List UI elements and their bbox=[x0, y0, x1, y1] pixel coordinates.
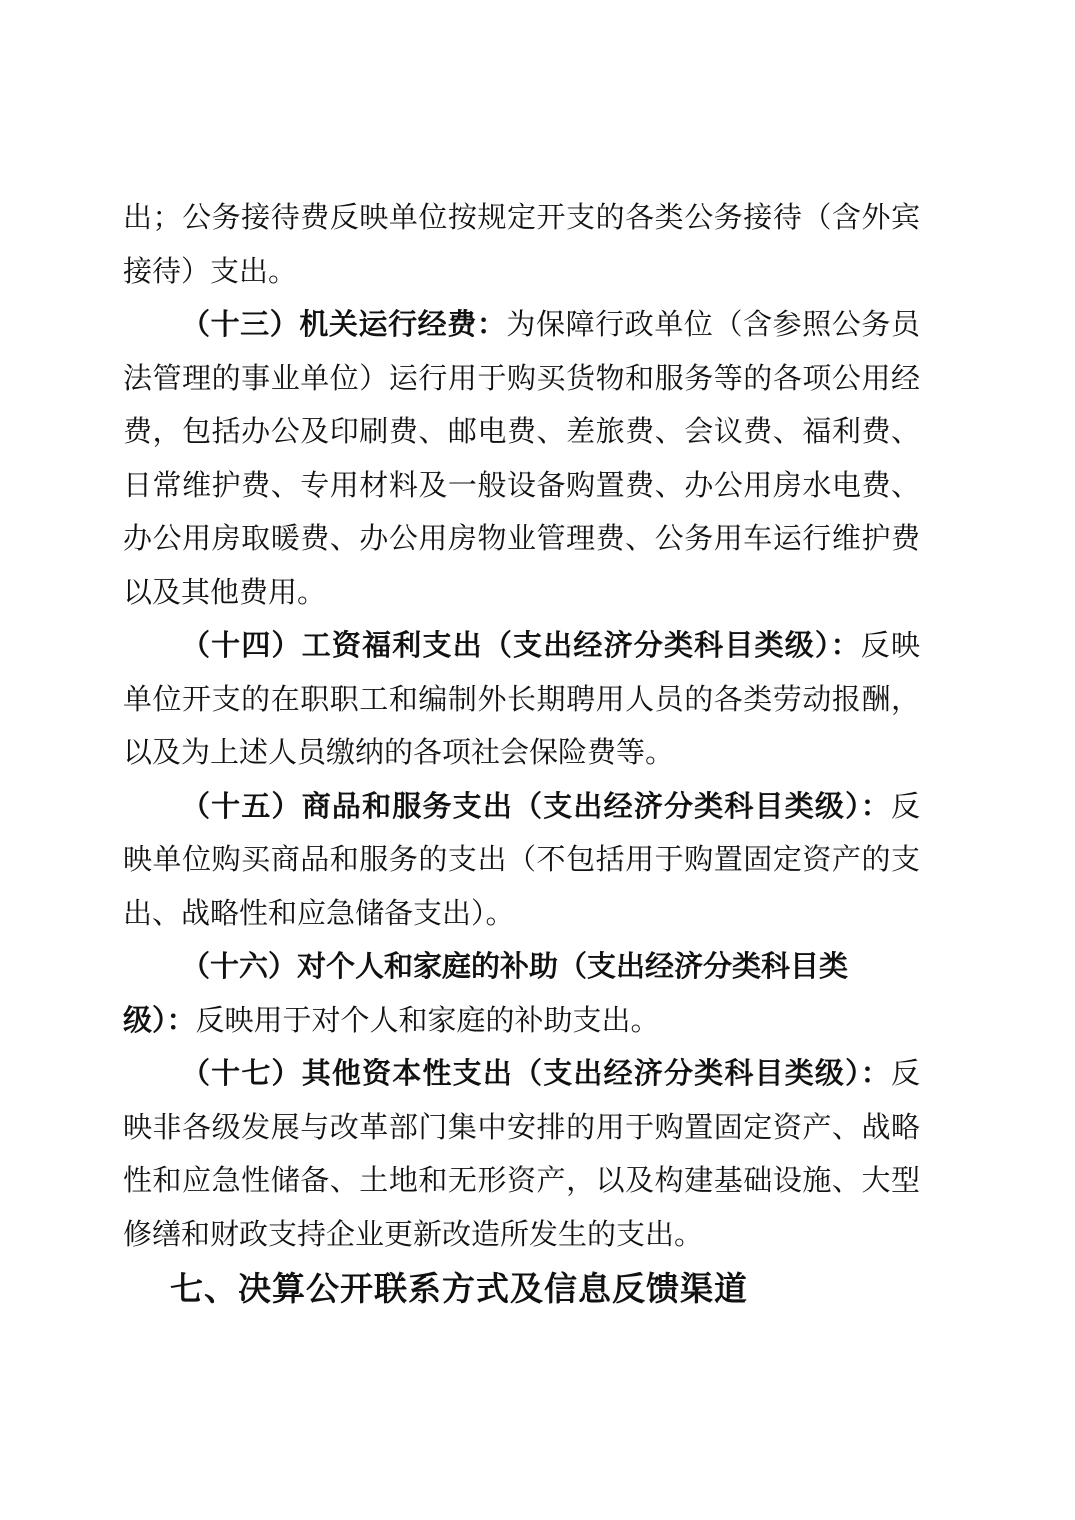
body-line bbox=[123, 674, 920, 728]
line-text: 以及为上述人员缴纳的各项社会保险费等。 bbox=[123, 737, 675, 769]
line-text: 法管理的事业单位）运行用于购买货物和服务等的各项公用经 bbox=[123, 362, 920, 395]
term-bold-text: （十七）其他资本性支出（支出经济分类科目类级）： bbox=[181, 1058, 891, 1090]
section-heading: 七、决算公开联系方式及信息反馈渠道 bbox=[170, 1270, 748, 1307]
line-text: 为保障行政单位（含参照公务员 bbox=[506, 309, 920, 341]
body-line bbox=[123, 246, 920, 300]
line-text: 办公用房取暖费、办公用房物业管理费、公务用车运行维护费 bbox=[123, 523, 920, 555]
body-line bbox=[123, 567, 920, 621]
line-text: 以及其他费用。 bbox=[123, 576, 327, 609]
line-text: 反 bbox=[890, 1058, 920, 1090]
paragraph-start-line bbox=[123, 781, 920, 835]
body-line bbox=[123, 727, 920, 781]
document-text-block bbox=[123, 192, 920, 1316]
line-text: 修缮和财政支持企业更新改造所发生的支出。 bbox=[123, 1218, 704, 1251]
term-bold-text: 级）： bbox=[123, 1004, 196, 1037]
body-line bbox=[123, 513, 920, 567]
term-bold-text: （十四）工资福利支出（支出经济分类科目类级）： bbox=[181, 630, 861, 662]
paragraph-start-line bbox=[123, 941, 920, 995]
line-text: 费，包括办公及印刷费、邮电费、差旅费、会议费、福利费、 bbox=[123, 416, 920, 448]
body-line bbox=[123, 460, 920, 514]
line-text: 单位开支的在职职工和编制外长期聘用人员的各类劳动报酬， bbox=[123, 683, 920, 716]
line-text: 接待）支出。 bbox=[123, 255, 298, 288]
line-text: 映非各级发展与改革部门集中安排的用于购置固定资产、战略 bbox=[123, 1111, 920, 1144]
line-text: 出、战略性和应急储备支出）。 bbox=[123, 897, 515, 930]
body-line bbox=[123, 834, 920, 888]
paragraph-start-line bbox=[123, 299, 920, 353]
line-text: 反映用于对个人和家庭的补助支出。 bbox=[195, 1004, 660, 1037]
term-bold-text: （十三）机关运行经费： bbox=[181, 309, 507, 341]
body-line bbox=[123, 353, 920, 407]
term-bold-text: （十五）商品和服务支出（支出经济分类科目类级）： bbox=[181, 790, 891, 823]
body-line bbox=[123, 1155, 920, 1209]
body-line bbox=[123, 995, 920, 1049]
body-line bbox=[123, 888, 920, 942]
body-line bbox=[123, 406, 920, 460]
body-line bbox=[123, 192, 920, 246]
line-text: 性和应急性储备、土地和无形资产，以及构建基础设施、大型 bbox=[123, 1165, 920, 1197]
body-line bbox=[123, 1209, 920, 1263]
term-bold-text: （十六）对个人和家庭的补助（支出经济分类科目类 bbox=[181, 951, 849, 983]
line-text: 出；公务接待费反映单位按规定开支的各类公务接待（含外宾 bbox=[123, 202, 920, 234]
paragraph-start-line bbox=[123, 620, 920, 674]
body-line bbox=[123, 1102, 920, 1156]
line-text: 日常维护费、专用材料及一般设备购置费、办公用房水电费、 bbox=[123, 469, 920, 502]
line-text: 反 bbox=[890, 790, 920, 823]
paragraph-start-line bbox=[123, 1048, 920, 1102]
line-text: 反映 bbox=[860, 630, 920, 662]
line-text: 映单位购买商品和服务的支出（不包括用于购置固定资产的支 bbox=[123, 844, 920, 876]
